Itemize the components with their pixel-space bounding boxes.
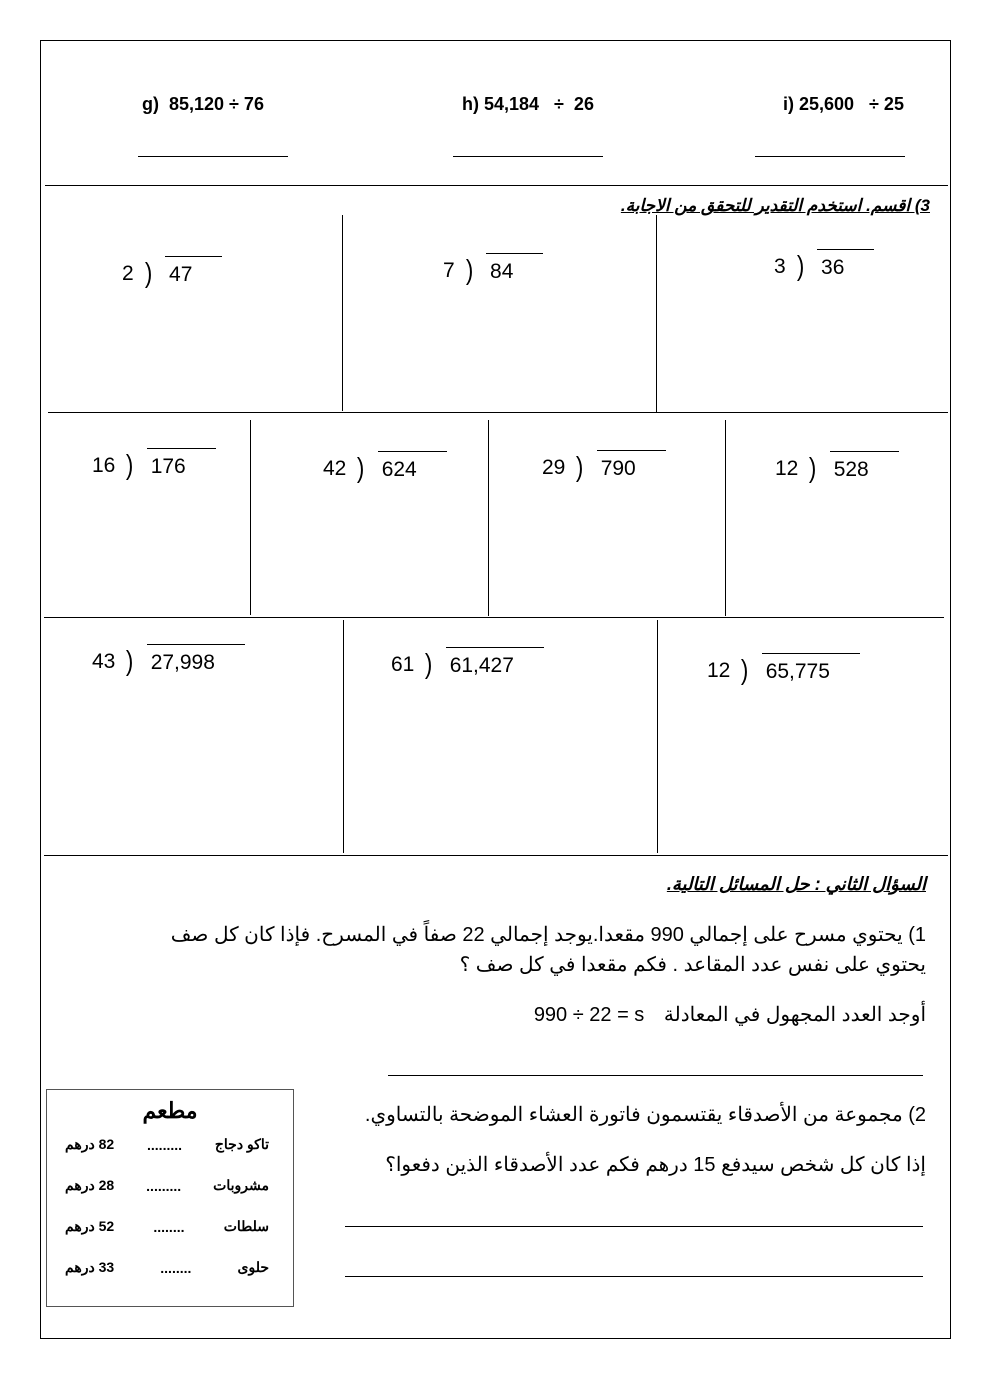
answer-line-1[interactable]	[388, 1075, 923, 1076]
divisor: 61	[391, 653, 415, 676]
division-problem	[707, 654, 860, 685]
division-problem	[542, 451, 666, 482]
division-problem	[391, 648, 544, 679]
division-bracket: )	[126, 645, 134, 676]
answer-line-h[interactable]	[453, 156, 603, 157]
equation: 990 ÷ 22 = s	[533, 1004, 645, 1026]
menu-item-name: سلطات	[223, 1218, 269, 1234]
problem1-line1: 1) يحتوي مسرح على إجمالي 990 مقعدا.يوجد إجمالي 22 صفاً في المسرح. فإذا كان كل صف	[170, 924, 926, 946]
divider	[343, 620, 344, 853]
menu-item-price: 52 درهم	[65, 1218, 115, 1234]
menu-item-name: مشروبات	[213, 1177, 269, 1193]
dividend: 790	[597, 450, 666, 481]
divisor: 3	[774, 255, 786, 278]
division-bracket: )	[576, 451, 584, 482]
problem1-text	[106, 920, 926, 980]
divisor: 2	[122, 262, 134, 285]
divisor: 42	[323, 457, 347, 480]
dividend: 624	[378, 451, 447, 482]
answer-line-2a[interactable]	[345, 1226, 923, 1227]
problem2-line2: إذا كان كل شخص سيدفع 15 درهم فكم عدد الأصدقاء الذين دفعوا؟	[385, 1154, 926, 1176]
divider	[488, 420, 489, 616]
dividend: 176	[147, 448, 216, 479]
divider	[725, 420, 726, 616]
answer-line-2b[interactable]	[345, 1276, 923, 1277]
divisor: 12	[775, 457, 799, 480]
division-bracket: )	[809, 452, 817, 483]
menu-item	[47, 1165, 293, 1206]
question2-heading: السؤال الثاني : حل المسائل التالية.	[666, 874, 926, 894]
menu-item-name: حلوى	[237, 1259, 269, 1275]
divider	[657, 620, 658, 853]
division-problem	[774, 250, 874, 281]
division-bracket: )	[796, 250, 805, 281]
divider	[250, 420, 251, 615]
menu-item-dots: ........	[160, 1259, 192, 1276]
menu-item	[47, 1247, 293, 1288]
problem-g: g) 85,120 ÷ 76	[142, 94, 264, 114]
menu-item-dots: .........	[146, 1177, 182, 1194]
division-problem	[122, 257, 222, 288]
divisor: 16	[92, 454, 116, 477]
problem-i: i) 25,600 ÷ 25	[783, 94, 904, 114]
division-problem	[443, 254, 543, 285]
menu-item-dots: .........	[147, 1136, 183, 1153]
dividend: 61,427	[446, 647, 544, 678]
division-problem	[323, 452, 447, 483]
problem-h: h) 54,184 ÷ 26	[462, 94, 594, 114]
answer-line-g[interactable]	[138, 156, 288, 157]
divider	[342, 215, 343, 411]
answer-line-i[interactable]	[755, 156, 905, 157]
menu-item	[47, 1206, 293, 1247]
divisor: 7	[443, 259, 455, 282]
divider	[44, 617, 944, 618]
divider	[656, 215, 657, 412]
division-problem	[92, 645, 245, 676]
menu-item-price: 33 درهم	[65, 1259, 115, 1275]
menu-item-price: 28 درهم	[65, 1177, 115, 1193]
menu-item	[47, 1124, 293, 1165]
dividend: 65,775	[762, 653, 860, 684]
division-bracket: )	[425, 648, 433, 679]
division-problem	[775, 452, 899, 483]
restaurant-menu	[46, 1089, 294, 1307]
dividend: 528	[830, 451, 899, 482]
menu-item-dots: ........	[153, 1218, 185, 1235]
divisor: 12	[707, 659, 731, 682]
problem2-line1: 2) مجموعة من الأصدقاء يقتسمون فاتورة العشاء الموضحة بالتساوي.	[364, 1104, 926, 1126]
problem1-line2: يحتوي على نفس عدد المقاعد . فكم مقعدا في كل صف ؟	[459, 954, 926, 976]
division-bracket: )	[144, 257, 153, 288]
divider	[45, 185, 948, 186]
division-bracket: )	[465, 254, 474, 285]
section3-heading: 3) اقسم. استخدم التقدير للتحقق من الاجابة.	[620, 196, 930, 215]
dividend: 36	[817, 249, 874, 280]
divider	[48, 412, 948, 413]
divider	[44, 855, 948, 856]
divisor: 43	[92, 650, 116, 673]
dividend: 27,998	[147, 644, 245, 675]
dividend: 47	[165, 256, 222, 287]
divisor: 29	[542, 456, 566, 479]
division-problem	[92, 449, 216, 480]
equation-prompt: أوجد العدد المجهول في المعادلة	[663, 1004, 926, 1026]
problem1-equation-row	[534, 1000, 926, 1030]
division-bracket: )	[741, 654, 749, 685]
division-bracket: )	[126, 449, 134, 480]
menu-item-name: تاكو دجاج	[214, 1136, 269, 1152]
dividend: 84	[486, 253, 543, 284]
menu-item-price: 82 درهم	[65, 1136, 115, 1152]
division-bracket: )	[357, 452, 365, 483]
menu-title: مطعم	[142, 1098, 198, 1123]
